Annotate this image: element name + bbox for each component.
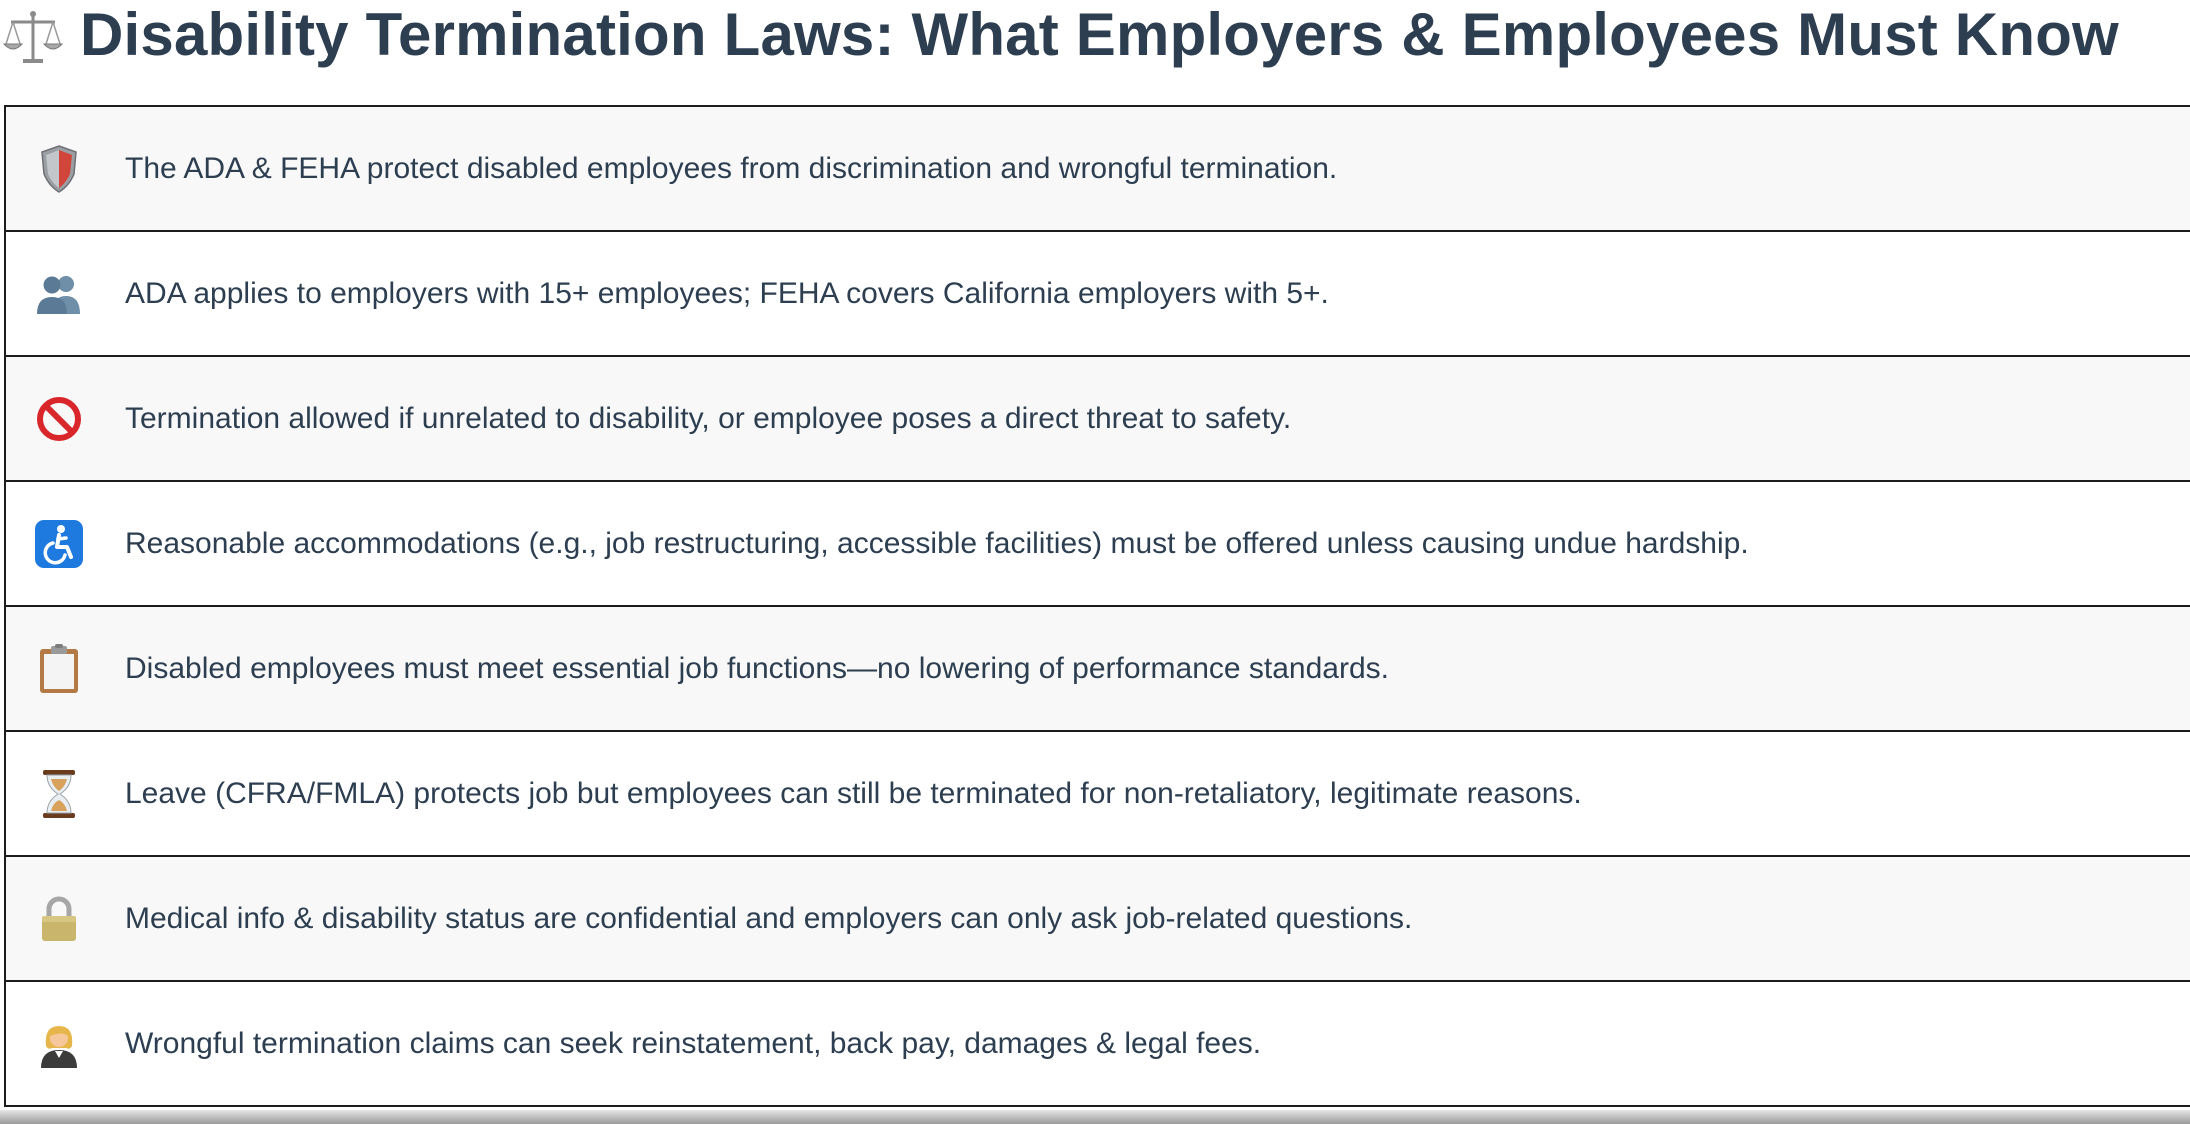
list-item — [4, 482, 2190, 607]
scales-icon — [0, 0, 66, 76]
list-item-text: The ADA & FEHA protect disabled employees from discrimination and wrongful termination. — [125, 151, 1338, 185]
list-item — [4, 857, 2190, 982]
page-header — [0, 0, 2190, 76]
list-item — [4, 732, 2190, 857]
list-item-text: Wrongful termination claims can seek reinstatement, back pay, damages & legal fees. — [125, 1026, 1262, 1060]
clipboard-icon — [31, 641, 87, 697]
list-item — [4, 982, 2190, 1107]
list-item-text: ADA applies to employers with 15+ employees; FEHA covers California employers with 5+. — [125, 276, 1329, 310]
bottom-edge — [0, 1110, 2190, 1124]
list-item-text: Reasonable accommodations (e.g., job restructuring, accessible facilities) must be offered unless causing undue hardship. — [125, 526, 1749, 560]
people-icon — [31, 266, 87, 322]
hourglass-icon — [31, 766, 87, 822]
page-title: Disability Termination Laws: What Employers & Employees Must Know — [80, 0, 2119, 68]
list-item-text: Medical info & disability status are confidential and employers can only ask job-related questions. — [125, 901, 1413, 935]
list-item-text: Disabled employees must meet essential job functions—no lowering of performance standards. — [125, 651, 1389, 685]
list-item — [4, 232, 2190, 357]
list-item — [4, 107, 2190, 232]
wheelchair-icon — [31, 516, 87, 572]
list-item-text: Termination allowed if unrelated to disability, or employee poses a direct threat to safety. — [125, 401, 1292, 435]
list-item-text: Leave (CFRA/FMLA) protects job but employees can still be terminated for non-retaliatory, legitimate reasons. — [125, 776, 1582, 810]
prohibited-icon — [31, 391, 87, 447]
judge-icon — [31, 1016, 87, 1072]
list-item — [4, 607, 2190, 732]
lock-icon — [31, 891, 87, 947]
shield-icon — [31, 141, 87, 197]
fact-list — [4, 105, 2190, 1107]
list-item — [4, 357, 2190, 482]
